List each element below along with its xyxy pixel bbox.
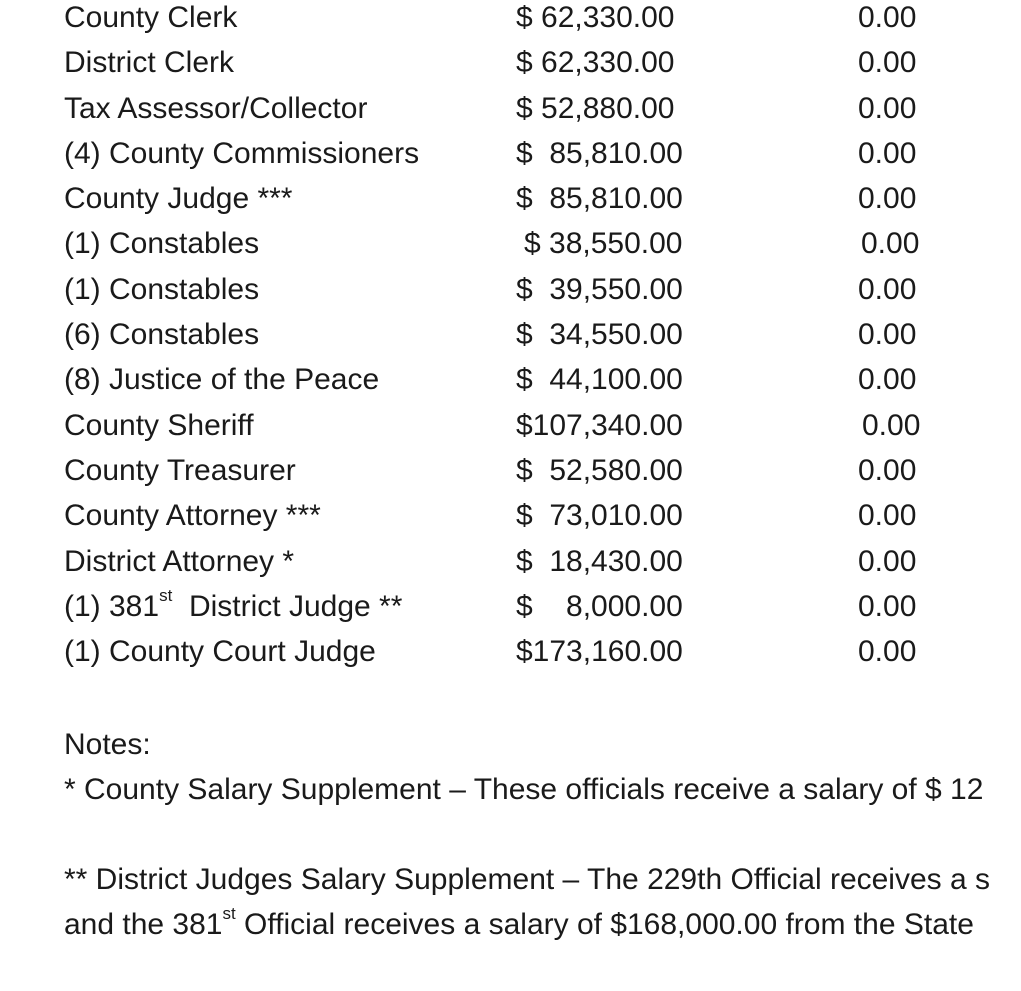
table-row — [64, 86, 1021, 131]
table-row — [64, 267, 1021, 312]
other-amount: 0.00 — [858, 182, 917, 216]
salary-amount: $ 18,430.00 — [516, 544, 683, 578]
official-title: County Judge *** — [64, 182, 293, 216]
table-row — [64, 403, 1021, 448]
official-title: County Sheriff — [64, 408, 254, 442]
official-title-prefix: (1) 381 — [64, 589, 160, 623]
table-row — [64, 357, 1021, 402]
table-row — [64, 0, 1021, 40]
salary-amount: $ 52,880.00 — [516, 91, 675, 125]
other-amount: 0.00 — [858, 272, 917, 306]
other-amount: 0.00 — [858, 1, 917, 34]
salary-amount: $ 62,330.00 — [516, 46, 675, 80]
note-line-suffix: Official receives a salary of $168,000.00 from the State — [235, 908, 974, 941]
ordinal-suffix: st — [159, 585, 173, 605]
other-amount: 0.00 — [858, 363, 917, 397]
other-amount: 0.00 — [858, 136, 917, 170]
other-amount: 0.00 — [858, 544, 917, 578]
note-district-judges-line-2 — [64, 902, 1021, 947]
salary-amount: $ 52,580.00 — [516, 453, 683, 487]
other-amount: 0.00 — [858, 499, 917, 533]
official-title: Tax Assessor/Collector — [64, 91, 368, 125]
salary-amount: $ 8,000.00 — [516, 589, 683, 623]
official-title: (6) Constables — [64, 318, 260, 352]
table-row — [64, 448, 1021, 493]
salary-amount: $107,340.00 — [516, 408, 683, 442]
other-amount: 0.00 — [858, 589, 917, 623]
other-amount: 0.00 — [862, 408, 921, 442]
table-row — [64, 312, 1021, 357]
notes-section — [64, 722, 1021, 947]
salary-amount: $ 38,550.00 — [524, 227, 683, 261]
table-row — [64, 539, 1021, 584]
salary-amount: $ 44,100.00 — [516, 363, 683, 397]
table-row — [64, 584, 1021, 629]
table-row — [64, 176, 1021, 221]
other-amount: 0.00 — [861, 227, 920, 261]
other-amount: 0.00 — [858, 635, 917, 669]
table-row — [64, 221, 1021, 266]
notes-heading: Notes: — [64, 728, 151, 761]
salary-amount: $ 39,550.00 — [516, 272, 683, 306]
official-title: (1) Constables — [64, 227, 260, 261]
official-title: County Clerk — [64, 1, 238, 34]
official-title: (1) Constables — [64, 272, 260, 306]
note-district-judges-line-1: ** District Judges Salary Supplement – The 229th Official receives a s — [64, 863, 991, 896]
salary-amount: $ 34,550.00 — [516, 318, 683, 352]
salary-amount: $ 73,010.00 — [516, 499, 683, 533]
table-row — [64, 131, 1021, 176]
ordinal-suffix: st — [222, 904, 236, 923]
other-amount: 0.00 — [858, 46, 917, 80]
official-title: District Attorney * — [64, 544, 295, 578]
official-title: (1) County Court Judge — [64, 635, 376, 669]
notes-spacer — [64, 812, 1021, 857]
salary-amount: $ 85,810.00 — [516, 136, 683, 170]
official-title: (8) Justice of the Peace — [64, 363, 380, 397]
official-title: County Treasurer — [64, 453, 296, 487]
official-title: (4) County Commissioners — [64, 136, 420, 170]
official-title: District Clerk — [64, 46, 234, 80]
table-row — [64, 40, 1021, 85]
salary-amount: $ 62,330.00 — [516, 1, 675, 34]
official-title — [64, 584, 402, 629]
note-county-salary-supplement: * County Salary Supplement – These officials receive a salary of $ 12 — [64, 773, 984, 806]
table-row — [64, 629, 1021, 674]
official-title: County Attorney *** — [64, 499, 321, 533]
other-amount: 0.00 — [858, 453, 917, 487]
note-line-prefix: and the 381 — [64, 908, 223, 941]
table-row — [64, 493, 1021, 538]
other-amount: 0.00 — [858, 318, 917, 352]
salary-table — [64, 0, 1021, 674]
salary-amount: $173,160.00 — [516, 635, 683, 669]
salary-amount: $ 85,810.00 — [516, 182, 683, 216]
official-title-suffix: District Judge ** — [172, 589, 403, 623]
other-amount: 0.00 — [858, 91, 917, 125]
